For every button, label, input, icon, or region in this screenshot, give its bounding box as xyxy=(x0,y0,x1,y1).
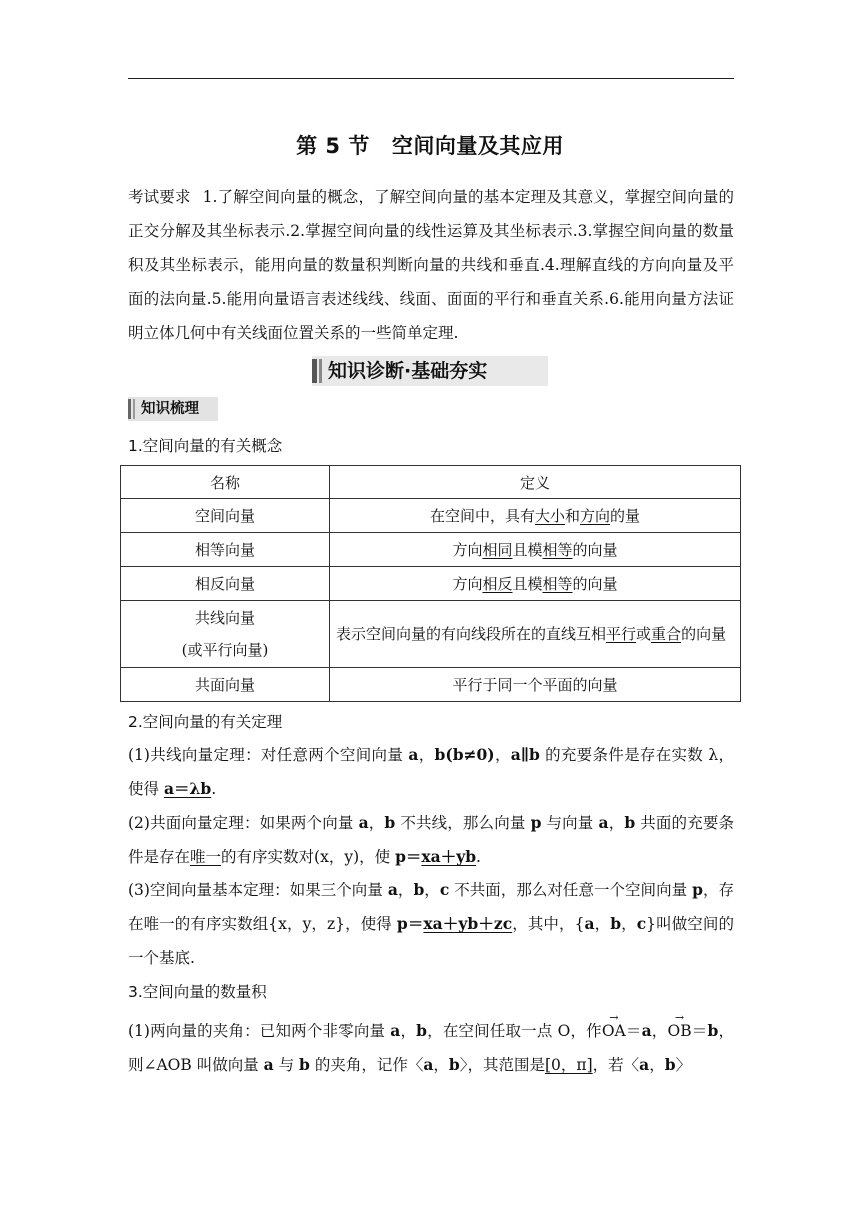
basis-theorem xyxy=(128,873,734,975)
text: ， xyxy=(433,1056,449,1074)
expr: p＝ xyxy=(396,914,424,933)
subsection-bar xyxy=(128,399,131,419)
table-row xyxy=(121,567,741,601)
text: ＝ xyxy=(691,1022,708,1040)
vector-b: b xyxy=(299,1055,310,1074)
vector-c: c xyxy=(439,880,450,899)
vector-b: b xyxy=(448,1055,460,1074)
expr: p＝ xyxy=(395,847,422,866)
vector-b: b xyxy=(707,1021,719,1040)
def-text: 的向量 xyxy=(681,625,727,643)
def-text: 的量 xyxy=(610,507,641,525)
text: 的充要条件是存在实数 λ，使得 xyxy=(128,746,734,798)
vector-a: a xyxy=(641,1021,652,1040)
def-text: 在空间中，具有 xyxy=(429,507,535,525)
table-row xyxy=(121,533,741,567)
table-row xyxy=(121,668,741,702)
text: 不共面，那么对任意一个空间向量 xyxy=(449,881,693,899)
vector-a: a xyxy=(584,914,595,933)
text: ， xyxy=(424,881,440,899)
vector-a: a xyxy=(639,1055,650,1074)
vector-a: a xyxy=(387,880,398,899)
table-header-row xyxy=(121,466,741,499)
vector-a: a xyxy=(423,1055,434,1074)
text: 共面的充要条件是存在 xyxy=(128,814,734,866)
table-cell-definition xyxy=(330,567,741,601)
vector-a: a xyxy=(358,813,369,832)
vector-b: b xyxy=(384,813,396,832)
text: . xyxy=(476,848,481,866)
table-cell-definition xyxy=(330,533,741,567)
table-cell-name: 相反向量 xyxy=(121,567,330,601)
text: }叫做空间的一个基底. xyxy=(128,915,734,967)
def-text: 方向 xyxy=(452,541,483,559)
table-cell-definition xyxy=(330,499,741,533)
concepts-table xyxy=(120,465,741,702)
answer-blank: 相等 xyxy=(542,575,573,593)
vector-a: a xyxy=(263,1055,274,1074)
text: ， xyxy=(494,746,511,764)
vector-oa: → OA xyxy=(602,1014,626,1048)
def-text: 表示空间向量的有向线段所在的直线互相 xyxy=(336,625,607,643)
vector-c: c xyxy=(636,914,647,933)
parallel-expr: a∥b xyxy=(510,745,540,764)
answer-blank: a＝λb xyxy=(163,779,212,798)
answer-blank: 重合 xyxy=(651,625,682,643)
banner-bar xyxy=(312,359,317,383)
vector-b: b xyxy=(610,914,622,933)
text: ， xyxy=(651,1022,668,1040)
text: . xyxy=(211,780,217,798)
text: ，其中，{ xyxy=(512,915,585,933)
banner-text: 知识诊断·基础夯实 xyxy=(328,360,488,382)
condition: (b≠0) xyxy=(445,745,495,764)
text: 的有序实数对(x，y)，使 xyxy=(221,848,396,866)
table-cell-definition xyxy=(330,601,741,668)
def-text: 方向 xyxy=(452,575,483,593)
text: ， xyxy=(621,915,637,933)
text: ， xyxy=(418,746,435,764)
text: ， xyxy=(608,814,625,832)
answer-blank: 平行 xyxy=(606,625,637,643)
text: ， xyxy=(397,881,414,899)
answer-blank: xa＋yb＋zc xyxy=(423,914,513,933)
text: (1)两向量的夹角：已知两个非零向量 xyxy=(128,1022,391,1040)
vector-b: b xyxy=(416,1021,427,1040)
vector-a: a xyxy=(390,1021,401,1040)
text: ， xyxy=(400,1022,417,1040)
name-line1: 共线向量 xyxy=(194,609,255,627)
section-number: 第 5 节 xyxy=(296,134,370,158)
vector-p: p xyxy=(692,880,703,899)
knowledge-banner xyxy=(312,356,548,386)
text: 〉，其范围是 xyxy=(459,1056,545,1074)
answer-blank: 相反 xyxy=(482,575,513,593)
text: (1)共线向量定理：对任意两个空间向量 xyxy=(128,746,409,764)
text: 不共线，那么向量 xyxy=(395,814,531,832)
vector-b: b xyxy=(624,813,636,832)
answer-blank: 唯一 xyxy=(190,848,222,866)
angle-definition xyxy=(128,1014,734,1082)
vector-b: b xyxy=(664,1055,676,1074)
name-line2: (或平行向量) xyxy=(181,641,269,659)
answer-blank: [0，π] xyxy=(545,1056,593,1074)
table-row xyxy=(121,601,741,668)
def-text: 的向量 xyxy=(572,541,618,559)
table-row xyxy=(121,499,741,533)
text: ＝ xyxy=(625,1022,642,1040)
table-header-definition: 定义 xyxy=(330,466,741,499)
text: ，存在唯一的有序实数组{x，y，z}，使得 xyxy=(128,881,734,933)
def-text: 的向量 xyxy=(572,575,618,593)
text: 与 xyxy=(273,1056,300,1074)
table-cell-name: 空间向量 xyxy=(121,499,330,533)
text: ，则∠AOB 叫做向量 xyxy=(128,1022,734,1074)
collinear-theorem xyxy=(128,738,734,806)
text: ， xyxy=(368,814,385,832)
section-title: 空间向量及其应用 xyxy=(391,134,564,158)
answer-blank: 大小 xyxy=(534,507,565,525)
answer-blank: xa＋yb xyxy=(421,847,477,866)
vector-b: b xyxy=(434,745,446,764)
table-header-name: 名称 xyxy=(121,466,330,499)
vector-a: a xyxy=(408,745,419,764)
subsection-text: 知识梳理 xyxy=(141,401,199,417)
answer-blank: 相同 xyxy=(482,541,513,559)
requirements-text: 1.了解空间向量的概念，了解空间向量的基本定理及其意义，掌握空间向量的正交分解及其坐标表示.2.掌握空间向量的线性运算及其坐标表示.3.掌握空间向量的数量积及其坐标表示，能用向量的数量积判断向量的共线和垂直.4.理解直线的方向向量及平面的法向量.5.能用向量语言表述线线、线面、面面的平行和垂直关系.6.能用向量方法证明立体几何中有关线面位置关系的一些简单定理. xyxy=(128,188,734,342)
subsection-bar-thin xyxy=(133,399,135,419)
table-cell-name: 共面向量 xyxy=(121,668,330,702)
section1-heading: 1.空间向量的有关概念 xyxy=(128,437,283,455)
section3-heading: 3.空间向量的数量积 xyxy=(128,983,267,1001)
vector-b: b xyxy=(413,880,425,899)
text: ，若〈 xyxy=(592,1056,640,1074)
section2-heading: 2.空间向量的有关定理 xyxy=(128,713,283,731)
vector-a: a xyxy=(598,813,609,832)
text: 的夹角，记作〈 xyxy=(309,1056,424,1074)
coplanar-theorem xyxy=(128,806,734,874)
subsection-tag xyxy=(128,397,218,421)
table-cell-definition: 平行于同一个平面的向量 xyxy=(330,668,741,702)
exam-requirements xyxy=(128,180,734,350)
vector-ob: → OB xyxy=(667,1014,691,1048)
def-text: 或 xyxy=(636,625,652,643)
requirements-label: 考试要求 xyxy=(128,188,191,206)
answer-blank: 相等 xyxy=(542,541,573,559)
answer-blank: 方向 xyxy=(580,507,611,525)
banner-bar-thin xyxy=(319,359,322,383)
text: 与向量 xyxy=(541,814,599,832)
text: 〉 xyxy=(675,1056,692,1074)
def-text: 且模 xyxy=(512,541,543,559)
table-cell-name xyxy=(121,601,330,668)
top-rule xyxy=(128,78,734,79)
page-title xyxy=(0,130,860,160)
def-text: 且模 xyxy=(512,575,543,593)
text: ，在空间任取一点 O，作 xyxy=(427,1022,602,1040)
def-text: 和 xyxy=(564,507,580,525)
text: (2)共面向量定理：如果两个向量 xyxy=(128,814,359,832)
vector-p: p xyxy=(530,813,542,832)
text: (3)空间向量基本定理：如果三个向量 xyxy=(128,881,388,899)
text: ， xyxy=(594,915,611,933)
text: ， xyxy=(649,1056,665,1074)
table-cell-name: 相等向量 xyxy=(121,533,330,567)
